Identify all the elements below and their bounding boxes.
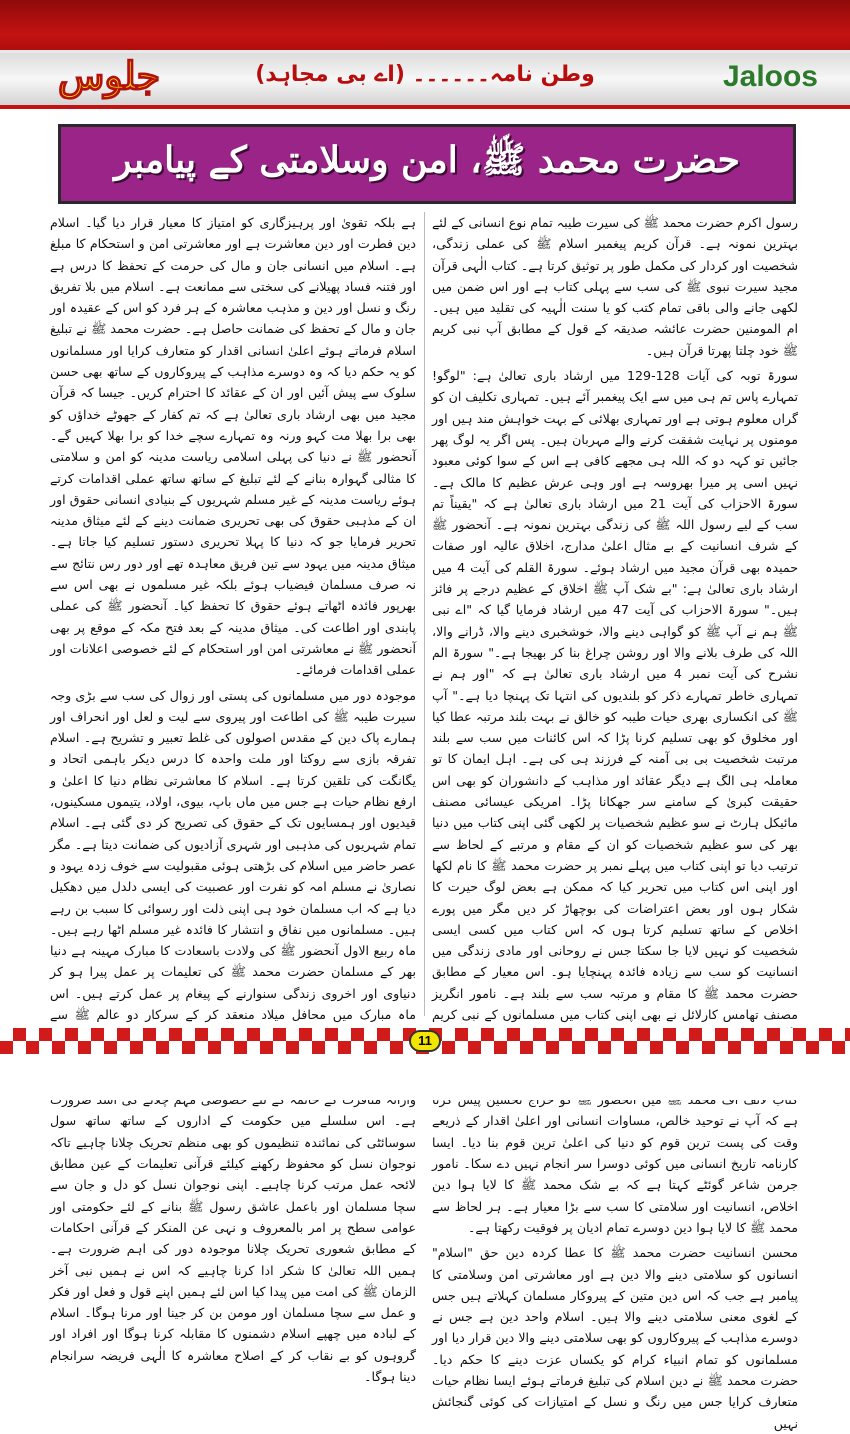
bottom-margin	[0, 1054, 850, 1100]
page-number: 11	[409, 1030, 441, 1052]
magazine-logo-english: Jaloos	[722, 60, 818, 93]
article-column-left	[50, 212, 416, 1385]
paragraph: ہے بلکہ تقویٰ اور پرہیزگاری کو امتیاز کا معیار قرار دیا گیا۔ اسلام دین فطرت اور دین معاشرت ہے اور معاشرتی امن و استحکام کا مبلغ ہے۔ اسلام میں انسانی جان و مال کی حرمت کے تحفظ کا درس ہے اور فتنہ فساد پھیلانے کی سختی سے ممانعت ہے۔ اسلام میں بلا تفریق رنگ و نسل اور دین و مذہب معاشرہ کے ہر فرد کو اس کے عقیدہ اور جان و مال کے تحفظ کی ضمانت حاصل ہے۔ حضرت محمد ﷺ نے تبلیغ اسلام فرماتے ہوئے اعلیٰ انسانی اقدار کو متعارف کرایا اور مسلمانوں کو یہ حکم دیا کہ وہ دوسرے مذاہب کے پیروکاروں کے ساتھ بھی حسن سلوک سے پیش آئیں اور ان کے عقائد کا احترام کریں۔ جیسا کہ قرآن مجید میں بھی ارشاد باری تعالیٰ ہے کہ تم کفار کے جھوٹے خداؤں کو بھی برا بھلا مت کہو ورنہ وہ تمہارے سچے خدا کو برا بھلا کہیں گے۔ آنحضور ﷺ نے دنیا کی پہلی اسلامی ریاست مدینہ کو امن و سلامتی کا مثالی گہوارہ بنانے کے لئے تبلیغ کے ساتھ ساتھ عملی اقدامات کرتے ہوئے ریاست مدینہ کے غیر مسلم شہریوں کے بنیادی انسانی حقوق اور ان کے مذہبی حقوق کی بھی تحریری ضمانت دینے کے لئے میثاق مدینہ تحریر فرمایا جو کہ دنیا کا پہلا تحریری دستور تسلیم کیا جاتا ہے۔ میثاق مدینہ میں یہود سے تین فریق معاہدہ تھے اور دور رس نتائج سے نہ صرف مسلمان فیضیاب ہوئے بلکہ غیر مسلموں نے بھی اس سے بھرپور فائدہ اٹھاتے ہوئے حقوق کا تحفظ کیا۔ آنحضور ﷺ کی عملی پابندی اور اطاعت کی۔ میثاق مدینہ کے بعد فتح مکہ کے موقع پر بھی آنحضور ﷺ نے معاشرتی امن اور استحکام کے لئے خصوصی اعلانات اور عملی اقدامات فرمائے۔	[50, 215, 416, 678]
article-column-right	[432, 212, 799, 1431]
paragraph: موجودہ دور میں مسلمانوں کی پستی اور زوال کی سب سے بڑی وجہ سیرت طیبہ ﷺ کی اطاعت اور پیروی سے لیت و لعل اور انحراف اور ہمارے پاک دین کے مقدس اصولوں کی غلط تعبیر و تشریح ہے۔ اسلام تفرقہ بازی سے روکتا اور ملت واحدہ کا درس دیکر باہمی اتحاد و یگانگت کی تلقین کرتا ہے۔ اسلام کا معاشرتی نظام دنیا کا اعلیٰ و ارفع نظام حیات ہے جس میں ماں باپ، بیوی، اولاد، یتیموں مسکینوں، قیدیوں اور ہمسایوں تک کے حقوق کی تصریح کر دی گئی ہے۔ اسلام تمام شہریوں کی مذہبی اور شہری آزادیوں کی ضمانت دیتا ہے۔ مگر عصر حاضر میں اسلام کی بڑھتی ہوئی مقبولیت سے خوف زدہ یہود و نصاریٰ نے مسلم امہ کو نفرت اور عصبیت کی ایسی دلدل میں دھکیل دیا ہے کہ اب مسلمان خود ہی اپنی ذلت اور رسوائی کا سبب بن رہے ہیں۔ مسلمانوں میں نفاق و انتشار کا فائدہ غیر مسلم اٹھا رہے ہیں۔ ماہ ربیع الاول آنحضور ﷺ کی ولادت باسعادت کا مبارک مہینہ ہے دنیا بھر کے مسلمان حضرت محمد ﷺ کی تعلیمات پر عمل پیرا ہو کر دنیاوی اور اخروی زندگی سنوارنے کے پیغام پر عمل کرتے ہیں۔ اس ماہ مبارک میں محافل میلاد منعقد کر کے سرکار دو عالم ﷺ سے ہے۔ اس سلسلے میں حکومت کے اداروں کے ساتھ ساتھ سول سوسائٹی کی نمائندہ تنظیموں کو بھی منظم تحریک چلانا چاہیے تاکہ نوجوان نسل کو محفوظ رکھنے کیلئے قرآنی تعلیمات کے عین مطابق لائحہ عمل مرتب کرنا چاہیے۔ اپنی نوجوان نسل کو دل و جان سے سچا مسلمان اور باعمل عاشق رسول ﷺ بنانے کے لئے حکومتی اور عوامی سطح پر امر بالمعروف و نہی عن المنکر کے قرآنی احکامات کے مطابق شعوری تحریک چلانا موجودہ دور کی اہم ضرورت ہے۔ ہمیں اللہ تعالیٰ کا شکر ادا کرنا چاہیے کہ اس نے ہمیں نبی آخر الزمان ﷺ کی امت میں پیدا کیا اس لئے ہمیں اپنے قول و فعل اور فکر و عمل سے سچا مسلمان اور مومن بن کر جینا اور مرنا ہوگا۔ اسلام کے لبادہ میں چھپے اسلام دشمنوں کا مقابلہ کرنا ہوگا اور افراد اور گروہوں کو بے نقاب کر کے اصلاح معاشرہ کا الٰہی فریضہ سرانجام دینا ہوگا۔	[50, 687, 416, 1385]
top-red-stripe	[0, 0, 850, 50]
paragraph: محسن انسانیت حضرت محمد ﷺ کا عطا کردہ دین حق "اسلام" انسانوں کو سلامتی دینے والا دین ہے اور معاشرتی امن وسلامتی کا پیامبر ہے جب کہ اس دین متین کے پیروکار مسلمان کہلاتے ہیں جس کے لغوی معنی سلامتی دینے والا ہیں۔ اسلام واحد دین ہے جس نے دوسرے مذاہب کے پیروکاروں کو بھی سلامتی دینے والا دین قرار دیا اور مسلمانوں کو تمام انبیاء کرام کو یکساں عزت دینے کا حکم دیا۔ حضرت محمد ﷺ نے دین اسلام کی تبلیغ فرماتے ہوئے ایسا نظام حیات متعارف کرایا جس میں رنگ و نسل کے امتیازات کی کوئی گنجائش نہیں	[432, 1245, 798, 1431]
magazine-logo-urdu: جلوس	[58, 53, 161, 98]
paragraph: سورۃ توبہ کی آیات 128-129 میں ارشاد باری تعالیٰ ہے: "لوگو! تمہارے پاس تم ہی میں سے ایک پیغمبر آئے ہیں۔ تمہاری تکلیف ان کو گراں معلوم ہوتی ہے اور تمہاری بھلائی کے بہت خواہش مند ہیں اور مومنوں پر نہایت شفقت کرنے والے مہربان ہیں۔ پس اگر یہ لوگ پھر جائیں تو کہہ دو کہ اللہ ہی مجھے کافی ہے اس کے سوا کوئی معبود نہیں اسی پر میرا بھروسہ ہے اور وہی عرش عظیم کا مالک ہے۔ سورۃ الاحزاب کی آیت 21 میں ارشاد باری تعالیٰ ہے کہ "یقیناً تم سب کے لیے رسول اللہ ﷺ کی زندگی بہترین نمونہ ہے۔ آنحضور ﷺ کے شرف انسانیت کے بے مثال اعلیٰ مدارج، اخلاق عالیہ اور صفات حمیدہ بھی قرآن مجید میں ارشاد ہوئے۔ سورۃ القلم کی آیت 4 میں ارشاد باری تعالیٰ ہے: "بے شک آپ ﷺ اخلاق کے عظیم درجے پر فائز ہیں۔" سورۃ الاحزاب کی آیت 47 میں ارشاد فرمایا گیا کہ "اے نبی ﷺ ہم نے آپ ﷺ کو گواہی دینے والا، خوشخبری دینے والا، ڈرانے والا، اللہ کی طرف بلانے والا اور روشن چراغ بنا کر بھیجا ہے۔" سورۃ الم نشرح کی آیت نمبر 4 میں ارشاد باری تعالیٰ ہے کہ "اور ہم نے تمہاری خاطر تمہارے ذکر کو بلندیوں کی انتہا تک پہنچا دیا ہے۔" آپ ﷺ کی انکساری بھری حیات طیبہ کو خالق نے بہت بلند مرتبہ عطا کیا اور مخلوق کو بھی تسلیم کرنا پڑا کہ اس کائنات میں سب سے بلند مرتبت شخصیت بی بی آمنہ کے فرزند ہی کی ہے۔ اہل ایمان کا تو معاملہ ہی الگ ہے دیگر عقائد اور مذاہب کے دانشوران کو بھی اس حقیقت کبریٰ کے سامنے سر جھکانا پڑا۔ امریکی عیسائی مصنف مائیکل ہارٹ نے سو عظیم شخصیات پر لکھی گئی اپنی کتاب میں دنیا بھر کی سو عظیم شخصیات کو ان کے مقام و مرتبے کے لحاظ سے ترتیب دیا تو اپنی کتاب میں پہلے نمبر پر حضرت محمد ﷺ کا نام لکھا اور اپنی اس کتاب میں تحریر کیا کہ ممکن ہے بعض لوگ حیرت کا شکار ہوں اور بعض اعتراضات کی بوچھاڑ کر دیں مگر میں پورے اخلاص کے ساتھ تسلیم کرتا ہوں کہ اس کتاب میں کسی ایسی شخصیت کو نہیں لایا جا سکتا جس نے روحانی اور مادی زندگی میں انسانیت کو سب سے زیادہ فائدہ پہنچایا ہو۔ اس معیار کے مطابق حضرت محمد ﷺ کا مقام و مرتبہ سب سے بلند ہے۔ نامور انگریز مصنف تھامس کارلائل نے بھی اپنی کتاب میں مسلمانوں کے نبی کریم ہے کہ آپ نے توحید خالص، مساوات انسانی اور اعلیٰ اقدار کے ذریعے وقت کی پست ترین قوم کو دنیا کی اعلیٰ ترین قوم بنا دیا۔ ایسا کارنامہ تاریخ انسانی میں کوئی دوسرا سر انجام نہیں دے سکا۔ نامور جرمن شاعر گوئٹے کہتا ہے کہ بے شک محمد ﷺ کا لایا ہوا دین اخلاص، انسانیت اور سلامتی کا سب سے بڑا معیار ہے۔ ہر لحاظ سے محمد ﷺ کا لایا ہوا دین دوسرے تمام ادیان پر فوقیت رکھتا ہے۔	[432, 368, 799, 1235]
paragraph: رسول اکرم حضرت محمد ﷺ کی سیرت طیبہ تمام نوع انسانی کے لئے بہترین نمونہ ہے۔ قرآن کریم پیغمبر اسلام ﷺ کی عملی زندگی، شخصیت اور کردار کی مکمل طور پر توثیق کرتا ہے۔ کتاب الٰہی قرآن مجید سیرت نبوی ﷺ کی سب سے پہلی کتاب ہے اور اس ضمن میں لکھی جانے والی باقی تمام کتب کو یا سنت الٰہیہ کی تقلید میں ہیں۔ ام المومنین حضرت عائشہ صدیقہ کے قول کے مطابق آپ نبی کریم ﷺ خود چلتا پھرتا قرآن ہیں۔	[432, 215, 798, 358]
column-divider	[424, 212, 425, 1016]
article-title-banner	[58, 124, 796, 204]
article-title: حضرت محمد ﷺ، امن وسلامتی کے پیامبر	[114, 139, 740, 181]
section-title: وطن نامہ۔۔۔۔۔۔ (اے بی مجاہد)	[255, 62, 595, 87]
